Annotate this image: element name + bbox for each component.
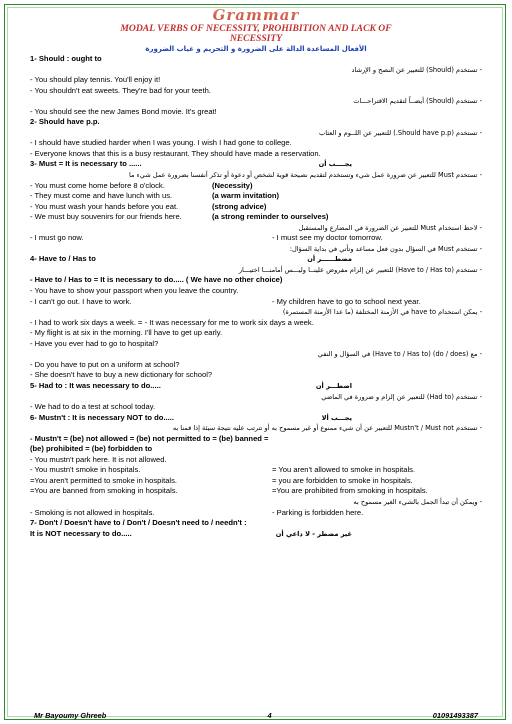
footer-author: Mr Bayoumy Ghreeb: [34, 711, 107, 720]
line-right-text: - My children have to go to school next year.: [272, 296, 421, 306]
line-left-text: - You must wash your hands before you eat.: [30, 201, 179, 211]
text-line: - ويمكن أن تبدأ الجمل بالشيء الغير مسموح به: [353, 497, 482, 506]
line-left-text: - I must go now.: [30, 233, 84, 243]
line-left-text: It is NOT necessary to do.....: [30, 528, 132, 538]
text-line: 7- Don't / Doesn't have to / Don't / Doesn't need to / needn't :: [30, 518, 247, 528]
line-right-text: = You aren't allowed to smoke in hospitals.: [272, 465, 416, 475]
text-line: [30, 413, 482, 424]
text-line: - Mustn't = (be) not allowed = (be) not permitted to = (be) banned =: [30, 433, 269, 443]
text-line: [30, 297, 482, 308]
arabic-title: الأفعال المساعدة الدالة على الضرورة و التحريم و غياب الضرورة: [145, 45, 367, 53]
text-line: - She doesn't have to buy a new dictionary for school?: [30, 370, 213, 380]
text-line: - I should have studied harder when I was young. I wish I had gone to college.: [30, 138, 292, 148]
text-line: [30, 476, 482, 487]
line-left-text: =You aren't permitted to smoke in hospitals.: [30, 475, 178, 485]
text-line: - تستخدم (Should) أيضــاً لتقديم الاقتراحـــات: [353, 97, 482, 106]
line-right-text: =You are prohibited from smoking in hospitals.: [272, 486, 428, 496]
text-line: - You mustn't park here. It is not allowed.: [30, 454, 167, 464]
line-right-text: - Parking is forbidden here.: [272, 507, 364, 517]
text-line: - We had to do a test at school today.: [30, 402, 156, 412]
line-left-text: 3- Must = It is necessary to ......: [30, 159, 142, 169]
text-line: - Do you have to put on a uniform at school?: [30, 359, 180, 369]
text-line: [30, 529, 482, 540]
text-line: 1- Should : ought to: [30, 54, 102, 63]
line-left-text: 5- Had to : It was necessary to do.....: [30, 380, 161, 390]
text-line: [30, 191, 482, 202]
line-right-text: - I must see my doctor tomorrow.: [272, 233, 383, 243]
text-line: - تستخدم (Should) للتعبير عن النصح و الإرشاد: [351, 65, 482, 74]
line-right-text: (a warm invitation): [212, 191, 280, 201]
text-line: - I had to work six days a week. = - It was necessary for me to work six days a week.: [30, 317, 314, 327]
line-left-text: - You mustn't smoke in hospitals.: [30, 465, 141, 475]
text-line: [30, 254, 482, 265]
line-right-text: يجـــب ألا: [321, 413, 352, 422]
line-right-text: اضطـــر أن: [315, 381, 352, 390]
text-line: - You should see the new James Bond movie. It's great!: [30, 106, 217, 116]
line-left-text: - We must buy souvenirs for our friends here.: [30, 212, 182, 222]
text-line: - You have to show your passport when you leave the country.: [30, 286, 239, 296]
text-line: - لاحظ استخدام Must للتعبير عن الضرورة في المضارع والمستقبل: [298, 223, 482, 232]
text-line: - يمكن استخدام have to في الأزمنة المختلفة (ما عدا الأزمنة المستمرة): [282, 308, 482, 317]
text-line: [30, 233, 482, 244]
line-left-text: 4- Have to / Has to: [30, 254, 96, 264]
text-line: [30, 159, 482, 170]
footer-page-number: 4: [267, 711, 272, 720]
subtitle-line-1: MODAL VERBS OF NECESSITY, PROHIBITION AND LACK OF: [120, 23, 392, 34]
text-line: [30, 486, 482, 497]
line-left-text: - They must come and have lunch with us.: [30, 191, 173, 201]
line-left-text: =You are banned from smoking in hospitals.: [30, 486, 178, 496]
page-title: [30, 6, 482, 24]
page-title-text: Grammar: [212, 6, 300, 24]
page-footer: [34, 711, 478, 720]
text-line: - تستخدم Must في السؤال بدون فعل مساعد وتأتي في بداية السؤال:: [289, 244, 482, 253]
text-line: - تستخدم (Have to / Has to) للتعبير عن إلزام مفروض علينــا وليـــس أمامنـــا اختيـــار: [238, 265, 482, 274]
footer-phone: 01091493387: [432, 711, 478, 720]
text-line: (be) prohibited = (be) forbidden to: [30, 444, 153, 454]
text-line: - My flight is at six in the morning. I'll have to get up early.: [30, 328, 223, 338]
line-right-text: (a strong reminder to ourselves): [212, 212, 329, 222]
text-line: 2- Should have p.p.: [30, 117, 100, 127]
line-left-text: - You must come home before 8 o'clock.: [30, 180, 165, 190]
line-right-text: = you are forbidden to smoke in hospitals.: [272, 475, 413, 485]
line-left-text: 6- Mustn't : It is necessary NOT to do.....: [30, 412, 174, 422]
text-line: - مع (do / does) (Have to / Has to) في السؤال و النفي: [317, 350, 482, 359]
document-page: [30, 4, 482, 539]
line-right-text: يجــــب أن: [318, 160, 352, 169]
text-line: [30, 212, 482, 223]
line-right-text: (strong advice): [212, 201, 267, 211]
text-line: [30, 508, 482, 519]
line-left-text: - Smoking is not allowed in hospitals.: [30, 507, 155, 517]
text-line: - Have you ever had to go to hospital?: [30, 338, 159, 348]
line-right-text: (Necessity): [212, 180, 253, 190]
text-line: - تستخدم Mustn't / Must not للتعبير عن أن شيء ممنوع أو غير مسموح به أو تترتب عليه نتيجة سيئة إذا قمنا به: [172, 424, 482, 433]
text-line: - You shouldn't eat sweets. They're bad for your teeth.: [30, 85, 211, 95]
text-line: - Have to / Has to = It is necessary to do..... ( We have no other choice): [30, 275, 283, 285]
text-line: - Everyone knows that this is a busy restaurant. They should have made a reservation.: [30, 148, 321, 158]
document-body: [30, 54, 482, 539]
text-line: [30, 465, 482, 476]
text-line: [30, 181, 482, 192]
text-line: [30, 202, 482, 213]
line-left-text: - I can't go out. I have to work.: [30, 296, 132, 306]
subtitle-line-2: NECESSITY: [229, 33, 283, 44]
text-line: - You should play tennis. You'll enjoy it!: [30, 75, 161, 85]
line-right-text: مضطــــــر أن: [307, 255, 352, 264]
text-line: - تستخدم (Should have p.p.) للتعبير عن اللــوم و العتاب: [319, 128, 482, 137]
line-right-text: غير مضطر - لا داعي أن: [275, 529, 352, 538]
text-line: - تستخدم Must للتعبير عن ضرورة عمل شيء وتستخدم لتقديم نصيحة قوية لشخص أو دعوة أو تذكر أنفسنا بضرورة عمل شيء ما: [129, 171, 482, 180]
text-line: - تستخدم (Had to) للتعبير عن إلزام و ضرورة في الماضي: [321, 392, 482, 401]
text-line: [30, 381, 482, 392]
